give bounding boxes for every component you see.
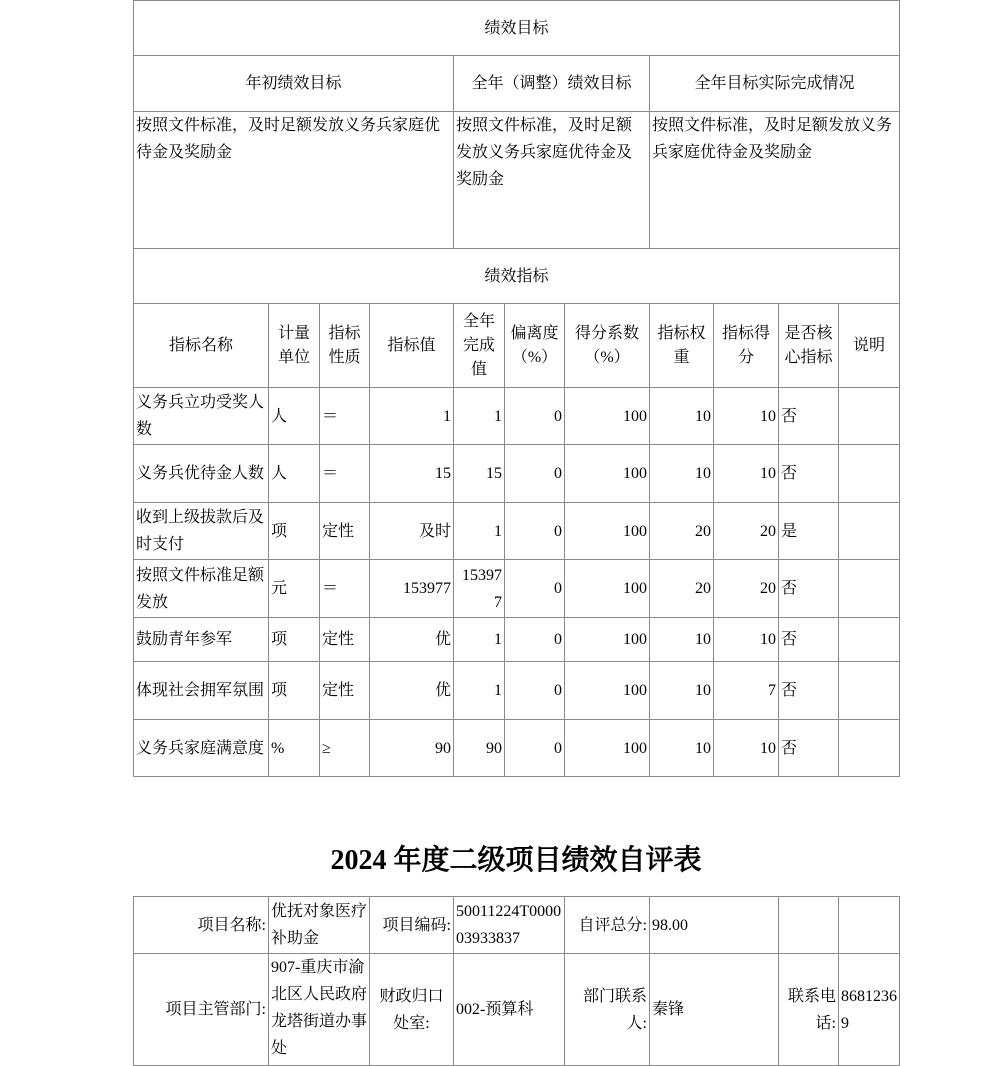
- table-cell: 否: [779, 662, 839, 720]
- dept: 907-重庆市渝北区人民政府龙塔街道办事处: [269, 954, 370, 1066]
- table-cell: ＝: [320, 388, 370, 445]
- goal-header-adjusted: 全年（调整）绩效目标: [454, 56, 650, 112]
- table-cell: [839, 662, 900, 720]
- table-cell: 10: [650, 618, 714, 662]
- table-cell: 10: [650, 445, 714, 503]
- table-cell: 10: [714, 445, 779, 503]
- table-cell: 鼓励青年参军: [134, 618, 269, 662]
- col-header: 指标名称: [134, 304, 269, 388]
- table-cell: 优: [370, 662, 454, 720]
- table-cell: 0: [505, 618, 565, 662]
- table-cell: 153977: [454, 560, 505, 618]
- table-cell: 100: [565, 503, 650, 560]
- finance-label: 财政归口处室:: [370, 954, 454, 1066]
- table-cell: 义务兵优待金人数: [134, 445, 269, 503]
- table-cell: 20: [650, 503, 714, 560]
- table-cell: 按照文件标准足额发放: [134, 560, 269, 618]
- table-cell: 定性: [320, 503, 370, 560]
- col-header: 说明: [839, 304, 900, 388]
- table-cell: 是: [779, 503, 839, 560]
- table-cell: 7: [714, 662, 779, 720]
- table-cell: 定性: [320, 662, 370, 720]
- table-cell: ＝: [320, 560, 370, 618]
- dept-label: 项目主管部门:: [134, 954, 269, 1066]
- score-label: 自评总分:: [565, 897, 650, 954]
- project-name: 优抚对象医疗补助金: [269, 897, 370, 954]
- table-cell: [839, 618, 900, 662]
- table-cell: [839, 388, 900, 445]
- table-cell: 否: [779, 720, 839, 777]
- table-cell: 0: [505, 720, 565, 777]
- table-cell: 项: [269, 618, 320, 662]
- table-row: [134, 445, 900, 503]
- table-cell: 90: [370, 720, 454, 777]
- table-cell: 10: [650, 720, 714, 777]
- table-cell: 项: [269, 662, 320, 720]
- table-cell: 人: [269, 445, 320, 503]
- table-cell: 10: [714, 618, 779, 662]
- col-header: 指标性质: [320, 304, 370, 388]
- table-cell: %: [269, 720, 320, 777]
- col-header: 指标值: [370, 304, 454, 388]
- table-cell: 优: [370, 618, 454, 662]
- col-header: 指标权重: [650, 304, 714, 388]
- table-row: [134, 618, 900, 662]
- table-cell: [839, 503, 900, 560]
- table-cell: 1: [454, 662, 505, 720]
- col-header: 偏离度（%）: [505, 304, 565, 388]
- table-cell: 人: [269, 388, 320, 445]
- indicators-title: 绩效指标: [134, 249, 900, 304]
- table-cell: 100: [565, 445, 650, 503]
- goals-title: 绩效目标: [134, 1, 900, 56]
- table-cell: [839, 720, 900, 777]
- table-cell: 15: [370, 445, 454, 503]
- table-row: [134, 560, 900, 618]
- table-cell: 0: [505, 560, 565, 618]
- col-header: 得分系数（%）: [565, 304, 650, 388]
- table-cell: 90: [454, 720, 505, 777]
- goal-initial: 按照文件标准，及时足额发放义务兵家庭优待金及奖励金: [134, 112, 454, 249]
- table-cell: 收到上级拔款后及时支付: [134, 503, 269, 560]
- table-cell: ＝: [320, 445, 370, 503]
- table-cell: [839, 560, 900, 618]
- table-cell: 100: [565, 388, 650, 445]
- table-cell: 定性: [320, 618, 370, 662]
- table-row: [134, 503, 900, 560]
- table-cell: 否: [779, 445, 839, 503]
- table-row: [134, 662, 900, 720]
- table-row: [134, 388, 900, 445]
- total-score: 98.00: [650, 897, 779, 954]
- project-name-label: 项目名称:: [134, 897, 269, 954]
- finance-office: 002-预算科: [454, 954, 565, 1066]
- table-cell: 0: [505, 662, 565, 720]
- project-code-label: 项目编码:: [370, 897, 454, 954]
- table-cell: 100: [565, 560, 650, 618]
- contact-label: 部门联系人:: [565, 954, 650, 1066]
- table-cell: 20: [714, 560, 779, 618]
- table-cell: 10: [714, 388, 779, 445]
- table-cell: 10: [650, 388, 714, 445]
- col-header: 指标得分: [714, 304, 779, 388]
- goal-header-actual: 全年目标实际完成情况: [650, 56, 900, 112]
- table-cell: 0: [505, 445, 565, 503]
- table-cell: 及时: [370, 503, 454, 560]
- table-cell: 义务兵立功受奖人数: [134, 388, 269, 445]
- table-cell: 否: [779, 618, 839, 662]
- form-title: 2024 年度二级项目绩效自评表: [330, 845, 702, 876]
- table-cell: 15: [454, 445, 505, 503]
- table-cell: 1: [454, 503, 505, 560]
- table-cell: 义务兵家庭满意度: [134, 720, 269, 777]
- table-cell: ≥: [320, 720, 370, 777]
- table-cell: 1: [454, 618, 505, 662]
- contact-person: 秦锋: [650, 954, 779, 1066]
- table-cell: 153977: [370, 560, 454, 618]
- table-cell: 100: [565, 662, 650, 720]
- table-cell: 10: [714, 720, 779, 777]
- goal-adjusted: 按照文件标准，及时足额发放义务兵家庭优待金及奖励金: [454, 112, 650, 249]
- table-cell: 元: [269, 560, 320, 618]
- table-cell: 20: [714, 503, 779, 560]
- col-header: 是否核心指标: [779, 304, 839, 388]
- table-cell: 1: [370, 388, 454, 445]
- performance-table: [133, 0, 900, 777]
- table-cell: [839, 445, 900, 503]
- table-cell: 否: [779, 560, 839, 618]
- table-cell: 体现社会拥军氛围: [134, 662, 269, 720]
- col-header: 计量单位: [269, 304, 320, 388]
- table-cell: 10: [650, 662, 714, 720]
- goal-header-initial: 年初绩效目标: [134, 56, 454, 112]
- col-header: 全年完成值: [454, 304, 505, 388]
- table-cell: 项: [269, 503, 320, 560]
- indicators-header-row: [134, 304, 900, 388]
- table-cell: 0: [505, 388, 565, 445]
- table-cell: 否: [779, 388, 839, 445]
- goal-actual: 按照文件标准，及时足额发放义务兵家庭优待金及奖励金: [650, 112, 900, 249]
- project-info-table: [133, 896, 900, 1066]
- project-code: 50011224T000003933837: [454, 897, 565, 954]
- phone: 86812369: [839, 954, 900, 1066]
- table-cell: 1: [454, 388, 505, 445]
- table-cell: 0: [505, 503, 565, 560]
- phone-label: 联系电话:: [779, 954, 839, 1066]
- table-cell: 100: [565, 618, 650, 662]
- table-cell: 100: [565, 720, 650, 777]
- table-cell: 20: [650, 560, 714, 618]
- table-row: [134, 720, 900, 777]
